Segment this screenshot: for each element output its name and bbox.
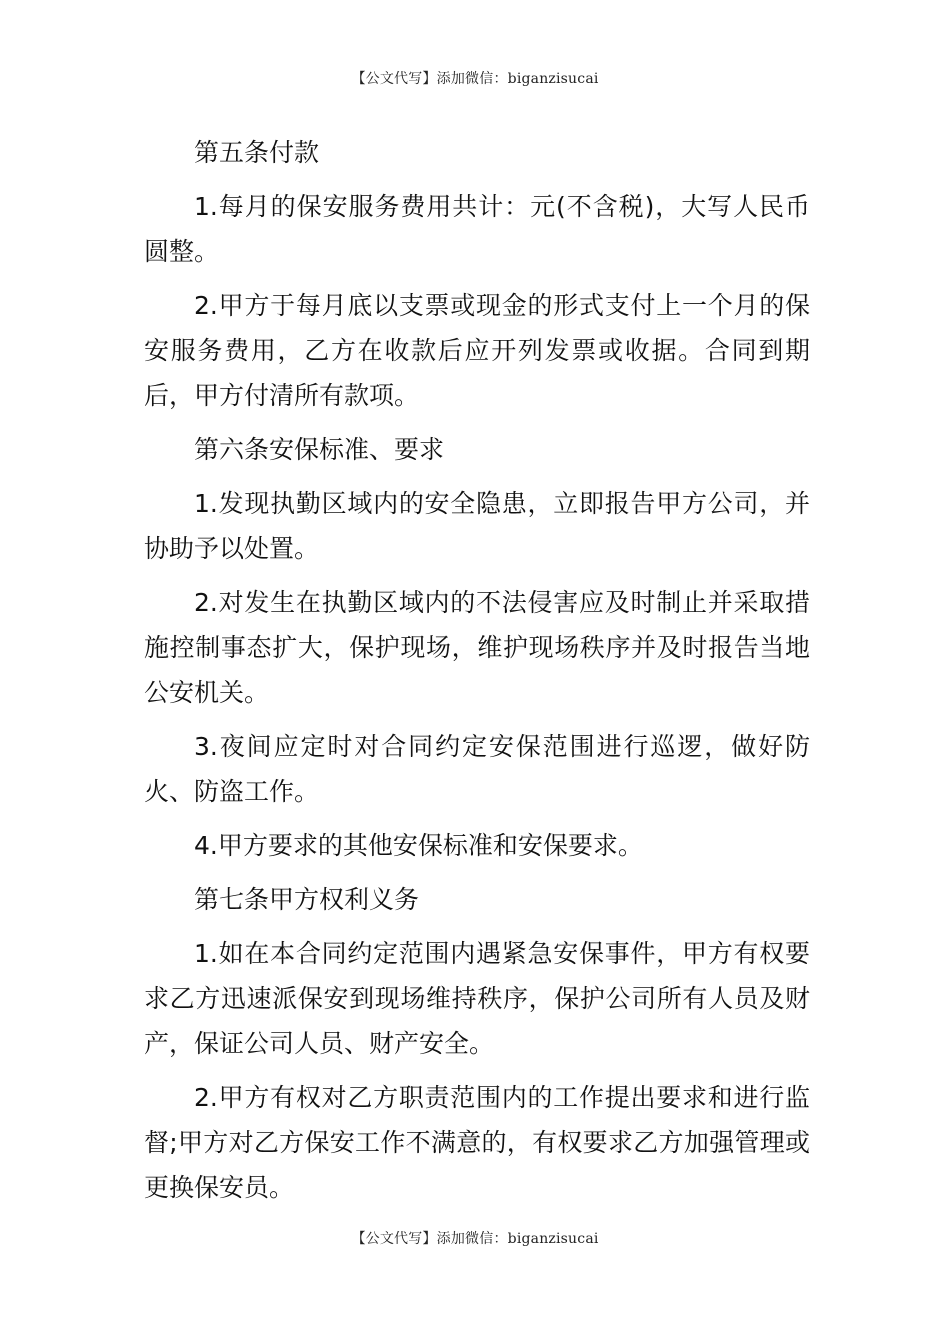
paragraph: 2.甲方于每月底以支票或现金的形式支付上一个月的保安服务费用，乙方在收款后应开列发票或收据。合同到期后，甲方付清所有款项。 [144,291,810,410]
paragraph: 2.甲方有权对乙方职责范围内的工作提出要求和进行监督;甲方对乙方保安工作不满意的，有权要求乙方加强管理或更换保安员。 [144,1083,810,1202]
paragraph: 2.对发生在执勤区域内的不法侵害应及时制止并采取措施控制事态扩大，保护现场，维护现场秩序并及时报告当地公安机关。 [144,588,810,707]
section-heading-7: 第七条甲方权利义务 [194,885,420,914]
paragraph: 1.如在本合同约定范围内遇紧急安保事件，甲方有权要求乙方迅速派保安到现场维持秩序，保护公司所有人员及财产，保证公司人员、财产安全。 [144,939,810,1058]
paragraph: 4.甲方要求的其他安保标准和安保要求。 [194,831,643,860]
section-heading-5: 第五条付款 [194,138,320,167]
document-body [144,130,810,1219]
page-footer: 【公文代写】添加微信：biganzisucai [351,1231,599,1247]
paragraph: 3.夜间应定时对合同约定安保范围进行巡逻，做好防火、防盗工作。 [144,732,810,806]
section-heading-6: 第六条安保标准、要求 [194,435,445,464]
paragraph: 1.发现执勤区域内的安全隐患，立即报告甲方公司，并协助予以处置。 [144,489,810,563]
page-header: 【公文代写】添加微信：biganzisucai [351,71,599,87]
paragraph: 1.每月的保安服务费用共计：元(不含税)，大写人民币圆整。 [144,192,810,266]
